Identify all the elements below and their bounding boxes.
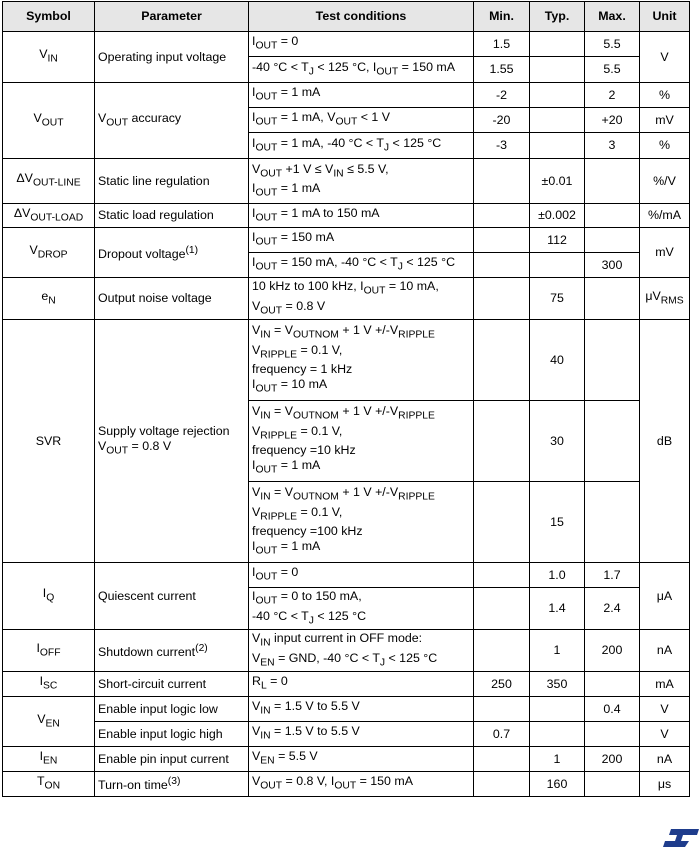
condition-cell: $I_{OUT} = 0$ to 150 mA, -40 $^\circ C < T_J < 125$ °C — [249, 588, 474, 630]
table-row — [3, 228, 690, 253]
max-cell — [585, 722, 640, 747]
table-row — [3, 672, 690, 697]
max-cell: 200 — [585, 630, 640, 672]
parameter-cell: Static load regulation — [95, 204, 249, 228]
symbol-cell: $\Delta V_{OUT-LOAD}$ — [3, 204, 95, 228]
max-cell — [585, 204, 640, 228]
parameter-cell: Dropout voltage$^{(1)}$ — [95, 228, 249, 278]
header-row — [3, 2, 690, 32]
parameter-cell: Turn-on time$^{(3)}$ — [95, 772, 249, 797]
max-cell — [585, 159, 640, 204]
symbol-cell: $V_{EN}$ — [3, 697, 95, 747]
min-cell: 0.7 — [474, 722, 530, 747]
max-cell: 200 — [585, 747, 640, 772]
table-row — [3, 159, 690, 204]
symbol-cell: $\Delta V_{OUT-LINE}$ — [3, 159, 95, 204]
min-cell — [474, 563, 530, 588]
header-min: Min. — [474, 2, 530, 32]
max-cell: 1.7 — [585, 563, 640, 588]
typ-cell: 1 — [530, 630, 585, 672]
max-cell: 2 — [585, 83, 640, 108]
typ-cell — [530, 697, 585, 722]
typ-cell: ±0.01 — [530, 159, 585, 204]
condition-cell: $V_{IN} = V_{OUTNOM} + 1$ $V +/-V_{RIPPLE}$ $V_{RIPPLE} = 0.1$ V, frequency = 1 kHz $I_{OUT} = 10$ mA — [249, 320, 474, 401]
unit-cell: % — [640, 133, 690, 159]
max-cell: +20 — [585, 108, 640, 133]
min-cell — [474, 401, 530, 482]
header-typ: Typ. — [530, 2, 585, 32]
typ-cell — [530, 32, 585, 57]
unit-cell: nA — [640, 747, 690, 772]
table-row — [3, 320, 690, 401]
condition-cell: $I_{OUT} = 150$ mA, -40 $^\circ C < T_J < 125$ °C — [249, 253, 474, 278]
header-max: Max. — [585, 2, 640, 32]
max-cell — [585, 482, 640, 563]
unit-cell: mA — [640, 672, 690, 697]
header-symbol: Symbol — [3, 2, 95, 32]
parameter-cell: Quiescent current — [95, 563, 249, 630]
condition-cell: $V_{IN} = 1.5$ V to 5.5 V — [249, 722, 474, 747]
max-cell — [585, 672, 640, 697]
table-row — [3, 772, 690, 797]
unit-cell: % — [640, 83, 690, 108]
table-row — [3, 747, 690, 772]
header-parameter: Parameter — [95, 2, 249, 32]
typ-cell — [530, 722, 585, 747]
max-cell — [585, 228, 640, 253]
typ-cell — [530, 133, 585, 159]
electrical-characteristics-table — [2, 1, 690, 797]
header-test-conditions: Test conditions — [249, 2, 474, 32]
typ-cell: 40 — [530, 320, 585, 401]
typ-cell: 160 — [530, 772, 585, 797]
typ-cell: 75 — [530, 278, 585, 320]
parameter-cell: Enable pin input current — [95, 747, 249, 772]
symbol-cell: $V_{DROP}$ — [3, 228, 95, 278]
typ-cell — [530, 57, 585, 83]
symbol-cell: $I_{EN}$ — [3, 747, 95, 772]
typ-cell: 350 — [530, 672, 585, 697]
parameter-cell: Operating input voltage — [95, 32, 249, 83]
condition-cell: $I_{OUT} = 150$ mA — [249, 228, 474, 253]
table-row — [3, 630, 690, 672]
min-cell — [474, 253, 530, 278]
typ-cell: ±0.002 — [530, 204, 585, 228]
condition-cell: $I_{OUT} = 1$ mA to 150 mA — [249, 204, 474, 228]
min-cell — [474, 588, 530, 630]
min-cell: 250 — [474, 672, 530, 697]
parameter-cell: Supply voltage rejection $V_{OUT} = 0.8$ V — [95, 320, 249, 563]
max-cell: 5.5 — [585, 32, 640, 57]
symbol-cell: $I_{OFF}$ — [3, 630, 95, 672]
parameter-cell: Output noise voltage — [95, 278, 249, 320]
condition-cell: $V_{IN}$ input current in OFF mode: $V_{EN}$ = GND, -40 $^\circ C < T_J < 125$ °C — [249, 630, 474, 672]
unit-cell: μs — [640, 772, 690, 797]
parameter-cell: Static line regulation — [95, 159, 249, 204]
parameter-cell: Shutdown current$^{(2)}$ — [95, 630, 249, 672]
unit-cell: mV — [640, 108, 690, 133]
typ-cell: 1.0 — [530, 563, 585, 588]
max-cell — [585, 320, 640, 401]
max-cell: 2.4 — [585, 588, 640, 630]
condition-cell: $V_{IN} = 1.5$ V to 5.5 V — [249, 697, 474, 722]
parameter-cell: $V_{OUT}$ accuracy — [95, 83, 249, 159]
unit-cell: V — [640, 697, 690, 722]
min-cell — [474, 697, 530, 722]
min-cell: 1.55 — [474, 57, 530, 83]
min-cell — [474, 278, 530, 320]
min-cell: -3 — [474, 133, 530, 159]
typ-cell — [530, 108, 585, 133]
table-row — [3, 697, 690, 722]
st-logo-icon — [663, 827, 699, 847]
max-cell — [585, 772, 640, 797]
max-cell — [585, 278, 640, 320]
unit-cell: %/V — [640, 159, 690, 204]
max-cell — [585, 401, 640, 482]
parameter-cell: Enable input logic low — [95, 697, 249, 722]
unit-cell: nA — [640, 630, 690, 672]
table-row — [3, 563, 690, 588]
max-cell: 3 — [585, 133, 640, 159]
min-cell: -20 — [474, 108, 530, 133]
unit-cell: $\mu V_{RMS}$ — [640, 278, 690, 320]
condition-cell: $V_{IN} = V_{OUTNOM} + 1$ $V +/-V_{RIPPLE}$ $V_{RIPPLE} = 0.1$ V, frequency =100 kHz $I_{OUT} = 1$ mA — [249, 482, 474, 563]
unit-cell: V — [640, 32, 690, 83]
table-row — [3, 204, 690, 228]
max-cell: 5.5 — [585, 57, 640, 83]
typ-cell: 15 — [530, 482, 585, 563]
table-row — [3, 722, 690, 747]
condition-cell: $V_{OUT} +1$ $V \le V_{IN} \le 5.5$ V, $I_{OUT} = 1$ mA — [249, 159, 474, 204]
condition-cell: $I_{OUT} = 0$ — [249, 563, 474, 588]
min-cell — [474, 204, 530, 228]
unit-cell: V — [640, 722, 690, 747]
symbol-cell: $V_{OUT}$ — [3, 83, 95, 159]
parameter-cell: Short-circuit current — [95, 672, 249, 697]
min-cell — [474, 772, 530, 797]
table-row — [3, 278, 690, 320]
typ-cell — [530, 253, 585, 278]
max-cell: 0.4 — [585, 697, 640, 722]
symbol-cell: $I_Q$ — [3, 563, 95, 630]
min-cell — [474, 228, 530, 253]
min-cell — [474, 747, 530, 772]
condition-cell: -40 $^\circ C < T_J < 125$ °C, $I_{OUT} = 150$ mA — [249, 57, 474, 83]
unit-cell: μA — [640, 563, 690, 630]
condition-cell: $V_{EN} = 5.5$ V — [249, 747, 474, 772]
symbol-cell: SVR — [3, 320, 95, 563]
table-row — [3, 32, 690, 57]
symbol-cell: $I_{SC}$ — [3, 672, 95, 697]
typ-cell: 1.4 — [530, 588, 585, 630]
min-cell: -2 — [474, 83, 530, 108]
min-cell: 1.5 — [474, 32, 530, 57]
typ-cell — [530, 83, 585, 108]
symbol-cell: $T_{ON}$ — [3, 772, 95, 797]
min-cell — [474, 630, 530, 672]
max-cell: 300 — [585, 253, 640, 278]
parameter-cell: Enable input logic high — [95, 722, 249, 747]
condition-cell: $V_{OUT} = 0.8$ V, $I_{OUT} = 150$ mA — [249, 772, 474, 797]
table-row — [3, 83, 690, 108]
condition-cell: $I_{OUT} = 1$ mA, -40 $^\circ C < T_J < 125$ °C — [249, 133, 474, 159]
unit-cell: dB — [640, 320, 690, 563]
symbol-cell: $e_N$ — [3, 278, 95, 320]
condition-cell: $I_{OUT} = 0$ — [249, 32, 474, 57]
condition-cell: $I_{OUT} = 1$ mA, $V_{OUT} < 1$ V — [249, 108, 474, 133]
unit-cell: mV — [640, 228, 690, 278]
condition-cell: $R_L = 0$ — [249, 672, 474, 697]
min-cell — [474, 159, 530, 204]
typ-cell: 30 — [530, 401, 585, 482]
condition-cell: $I_{OUT} = 1$ mA — [249, 83, 474, 108]
unit-cell: %/mA — [640, 204, 690, 228]
condition-cell: 10 kHz to 100 kHz, $I_{OUT} = 10$ mA, $V_{OUT} = 0.8$ V — [249, 278, 474, 320]
symbol-cell: $V_{IN}$ — [3, 32, 95, 83]
typ-cell: 112 — [530, 228, 585, 253]
condition-cell: $V_{IN} = V_{OUTNOM} + 1$ $V +/-V_{RIPPLE}$ $V_{RIPPLE} = 0.1$ V, frequency =10 kHz $I_{OUT} = 1$ mA — [249, 401, 474, 482]
min-cell — [474, 320, 530, 401]
header-unit: Unit — [640, 2, 690, 32]
min-cell — [474, 482, 530, 563]
typ-cell: 1 — [530, 747, 585, 772]
